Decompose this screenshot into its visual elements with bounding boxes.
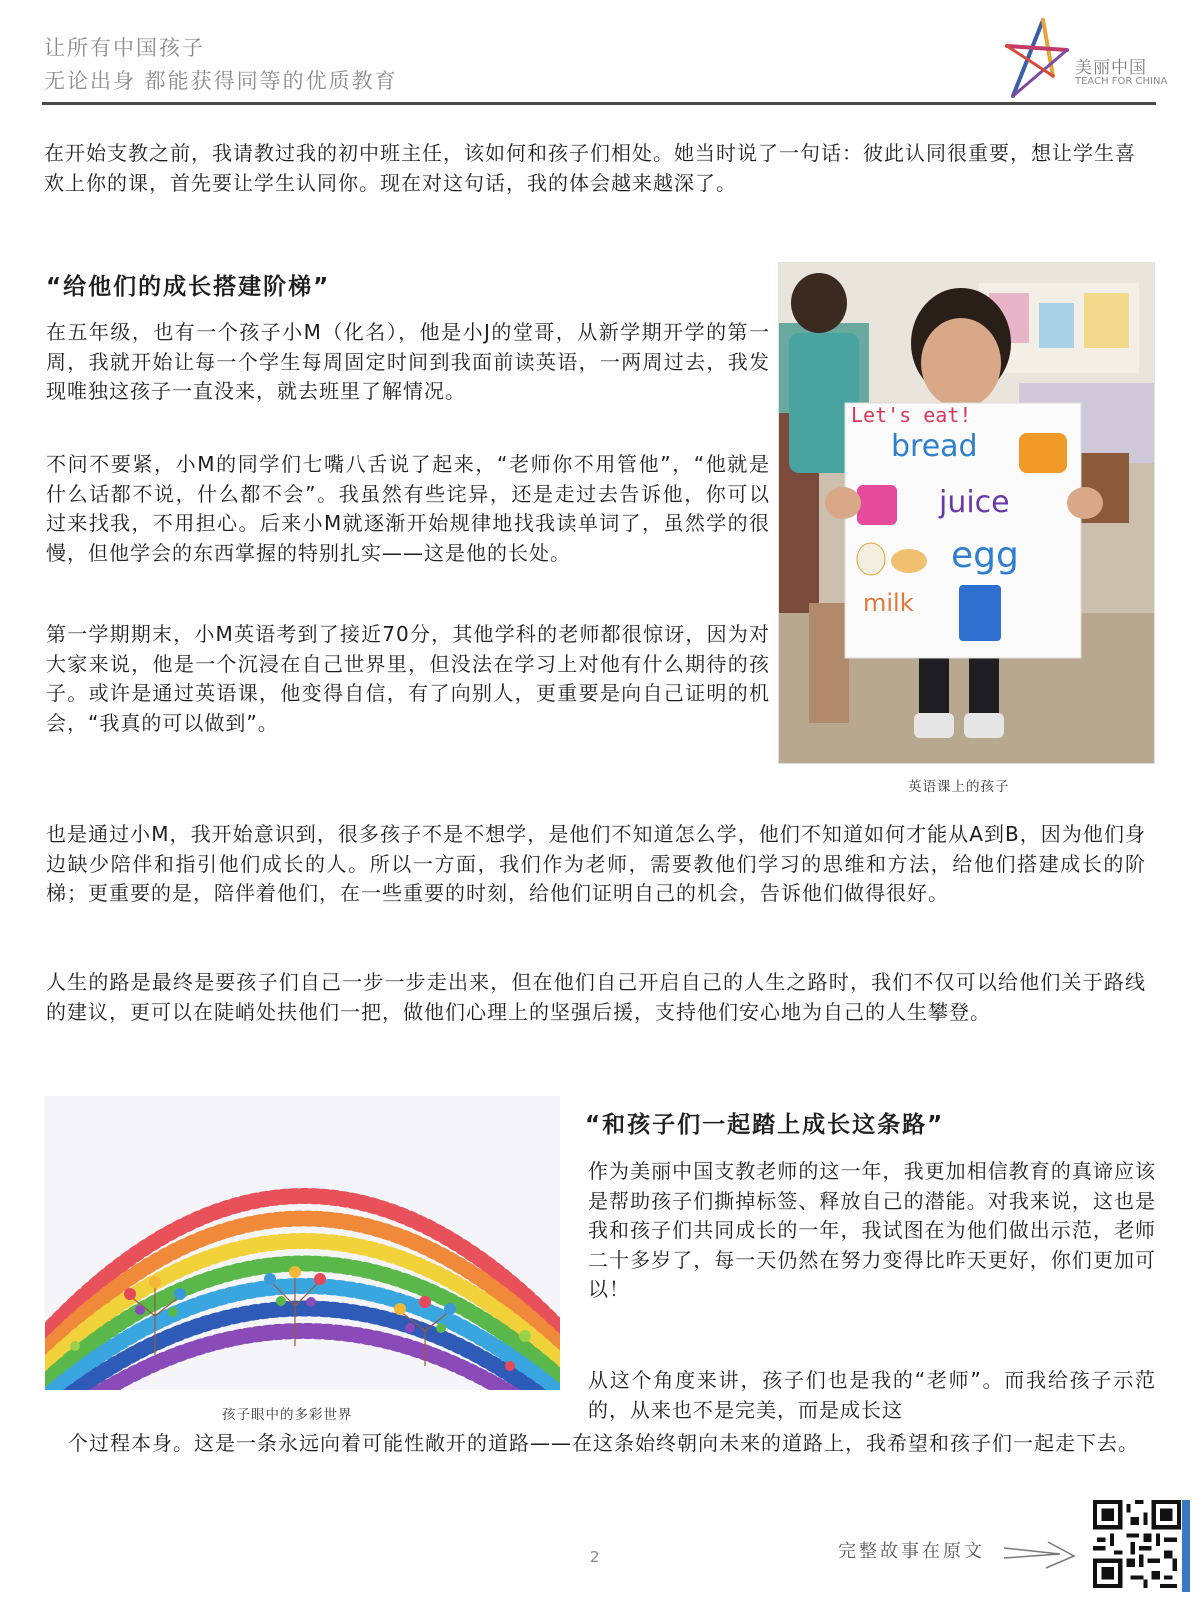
- section-heading-grow-together: “和孩子们一起踏上成长这条路”: [585, 1112, 945, 1138]
- qr-accent-bar: [1182, 1500, 1190, 1592]
- qr-code-icon[interactable]: [1093, 1500, 1181, 1588]
- arrow-right-icon: [1000, 1534, 1080, 1574]
- star-logo-icon: [1005, 16, 1075, 98]
- rainbow-fingerprint-graphic: [45, 1096, 560, 1390]
- section1-paragraph-3: 第一学期期末，小M英语考到了接近70分，其他学科的老师都很惊讶，因为对大家来说，他是一个沉浸在自己世界里，但没法在学习上对他有什么期待的孩子。或许是通过英语课，他变得自信，有了向别人，更重要是向自己证明的机会，“我真的可以做到”。: [46, 622, 770, 735]
- section1-paragraph-1: 在五年级，也有一个孩子小M（化名），他是小J的堂哥，从新学期开学的第一周，我就开始让每一个学生每周固定时间到我面前读英语，一两周过去，我发现唯独这孩子一直没来，就去班里了解情况。: [46, 320, 770, 403]
- full-story-note: 完整故事在原文: [838, 1541, 985, 1562]
- photo-caption-english-class: 英语课上的孩子: [908, 779, 1010, 795]
- section2-paragraph-1: 作为美丽中国支教老师的这一年，我更加相信教育的真谛应该是帮助孩子们撕掉标签、释放自己的潜能。对我来说，这也是我和孩子们共同成长的一年，我试图在为他们做出示范，老师二十多岁了，每一天仍然在努力变得比昨天更好，你们更加可以！: [588, 1159, 1156, 1301]
- photo-rainbow-fingerprints: [45, 1096, 560, 1390]
- poster-word-milk: milk: [863, 589, 914, 617]
- logo-text-en: TEACH FOR CHINA: [1075, 76, 1168, 87]
- middle-paragraph-1: 也是通过小M，我开始意识到，很多孩子不是不想学，是他们不知道怎么学，他们不知道如何才能从A到B，因为他们身边缺少陪伴和指引他们成长的人。所以一方面，我们作为老师，需要教他们学习的思维和方法，给他们搭建成长的阶梯；更重要的是，陪伴着他们，在一些重要的时刻，给他们证明自己的机会，告诉他们做得很好。: [46, 822, 1146, 905]
- poster-word-juice: juice: [939, 485, 1010, 520]
- poster-word-egg: egg: [951, 535, 1019, 576]
- teach-for-china-logo: [1005, 16, 1175, 98]
- section2-paragraph-2-start: 从这个角度来讲，孩子们也是我的“老师”。而我给孩子示范的，从来也不是完美，而是成长这: [588, 1368, 1156, 1422]
- intro-paragraph: 在开始支教之前，我请教过我的初中班主任，该如何和孩子们相处。她当时说了一句话：彼此认同很重要，想让学生喜欢上你的课，首先要让学生认同你。现在对这句话，我的体会越来越深了。: [44, 141, 1136, 195]
- middle-paragraph-2: 人生的路是最终是要孩子们自己一步一步走出来，但在他们自己开启自己的人生之路时，我们不仅可以给他们关于路线的建议，更可以在陡峭处扶他们一把，做他们心理上的坚强后援，支持他们安心地为自己的人生攀登。: [46, 970, 1146, 1024]
- photo-child-english-class: [778, 262, 1155, 764]
- poster-word-bread: bread: [891, 429, 978, 464]
- page-number: 2: [590, 1548, 600, 1566]
- header-divider: [42, 102, 1156, 105]
- photo-caption-rainbow: 孩子眼中的多彩世界: [222, 1407, 353, 1423]
- section1-paragraph-2: 不问不要紧，小M的同学们七嘴八舌说了起来，“老师你不用管他”，“他就是什么话都不说，什么都不会”。我虽然有些诧异，还是走过去告诉他，你可以过来找我，不用担心。后来小M就逐渐开始规律地找我读单词了，虽然学的很慢，但他学会的东西掌握的特别扎实——这是他的长处。: [46, 452, 770, 565]
- logo-text-cn: 美丽中国: [1075, 58, 1147, 78]
- section2-paragraph-2-end: 个过程本身。这是一条永远向着可能性敞开的道路——在这条始终朝向未来的道路上，我希望和孩子们一起走下去。: [68, 1431, 1139, 1455]
- slogan-line-1: 让所有中国孩子: [44, 36, 205, 60]
- section-heading-ladder: “给他们的成长搭建阶梯”: [46, 274, 331, 300]
- poster-title: Let's eat!: [851, 403, 972, 427]
- slogan-line-2: 无论出身 都能获得同等的优质教育: [44, 69, 398, 93]
